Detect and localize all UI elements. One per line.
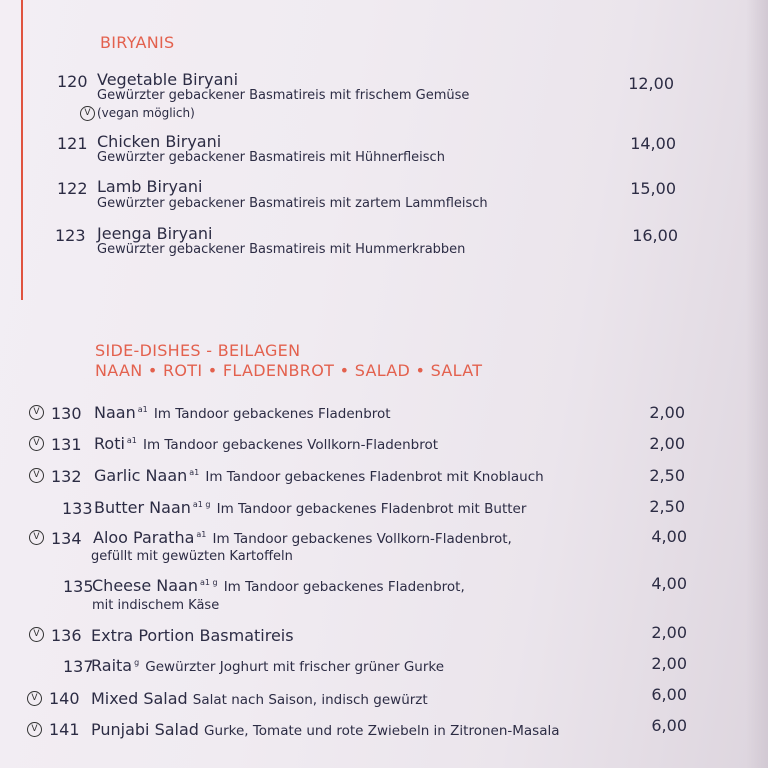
vegan-icon: V (29, 530, 44, 545)
item-number: 121 (57, 134, 88, 153)
item-name: Lamb Biryani (97, 177, 203, 196)
item-name: Jeenga Biryani (97, 224, 213, 243)
item-price: 4,00 (651, 527, 687, 546)
item-price: 6,00 (651, 716, 687, 735)
item-price: 16,00 (632, 226, 678, 245)
item-price: 4,00 (651, 574, 687, 593)
item-price: 2,00 (649, 434, 685, 453)
item-description: Gewürzter gebackener Basmatireis mit zartem Lammfleisch (97, 196, 488, 211)
item-price: 2,00 (651, 654, 687, 673)
item-description-line2: gefüllt mit gewüzten Kartoffeln (91, 549, 293, 564)
item-number: 136 (51, 626, 82, 645)
item-name: Extra Portion Basmatireis (91, 626, 294, 645)
item-name: Punjabi Salad Gurke, Tomate und rote Zwiebeln in Zitronen-Masala (91, 720, 560, 739)
vegan-icon: V (29, 627, 44, 642)
vegan-icon: V (27, 691, 42, 706)
item-name: Mixed Salad Salat nach Saison, indisch gewürzt (91, 689, 428, 708)
item-description-line2: mit indischem Käse (92, 598, 220, 613)
item-number: 123 (55, 226, 86, 245)
section-subheading-sides: NAAN • ROTI • FLADENBROT • SALAD • SALAT (95, 361, 483, 380)
item-number: 137 (63, 657, 94, 676)
item-price: 12,00 (628, 74, 674, 93)
item-name: Cheese Naan $^{a1 g}$ Im Tandoor gebackenes Fladenbrot, (92, 576, 465, 595)
item-number: 130 (51, 404, 82, 423)
item-price: 6,00 (651, 685, 687, 704)
vegan-icon: V (29, 405, 44, 420)
item-number: 141 (49, 720, 80, 739)
item-number: 135 (63, 577, 94, 596)
item-number: 132 (51, 467, 82, 486)
page-edge-shadow (746, 0, 768, 768)
item-name: Chicken Biryani (97, 132, 222, 151)
item-price: 2,00 (651, 623, 687, 642)
item-description: Gewürzter gebackener Basmatireis mit frischem Gemüse (97, 88, 470, 103)
vegan-icon: V (29, 468, 44, 483)
item-price: 2,00 (649, 403, 685, 422)
item-name: Butter Naan $^{a1 g}$ Im Tandoor gebackenes Fladenbrot mit Butter (94, 498, 527, 517)
item-number: 131 (51, 435, 82, 454)
vegan-icon: V (29, 436, 44, 451)
item-price: 14,00 (630, 134, 676, 153)
item-note: (vegan möglich) (97, 106, 195, 120)
menu-margin-rule (21, 0, 23, 300)
section-heading-sides: SIDE-DISHES - BEILAGEN (95, 341, 301, 360)
item-number: 140 (49, 689, 80, 708)
item-description: Gewürzter gebackener Basmatireis mit Hummerkrabben (97, 242, 466, 257)
item-number: 122 (57, 179, 88, 198)
section-heading-biryanis: BIRYANIS (100, 33, 175, 52)
item-description: Gewürzter gebackener Basmatireis mit Hühnerfleisch (97, 150, 445, 165)
item-number: 133 (62, 499, 93, 518)
item-price: 2,50 (649, 466, 685, 485)
item-name: Aloo Paratha $^{a1}$ Im Tandoor gebackenes Vollkorn-Fladenbrot, (93, 528, 512, 547)
item-name: Roti $^{a1}$ Im Tandoor gebackenes Vollkorn-Fladenbrot (94, 434, 439, 453)
item-price: 2,50 (649, 497, 685, 516)
item-name: Raita $^g$ Gewürzter Joghurt mit frischer grüner Gurke (91, 656, 445, 675)
vegan-icon: V (80, 106, 95, 121)
item-number: 134 (51, 529, 82, 548)
item-name: Naan $^{a1}$ Im Tandoor gebackenes Fladenbrot (94, 403, 391, 422)
item-name: Vegetable Biryani (97, 70, 239, 89)
item-name: Garlic Naan $^{a1}$ Im Tandoor gebackenes Fladenbrot mit Knoblauch (94, 466, 544, 485)
vegan-icon: V (27, 722, 42, 737)
item-price: 15,00 (630, 179, 676, 198)
item-number: 120 (57, 72, 88, 91)
